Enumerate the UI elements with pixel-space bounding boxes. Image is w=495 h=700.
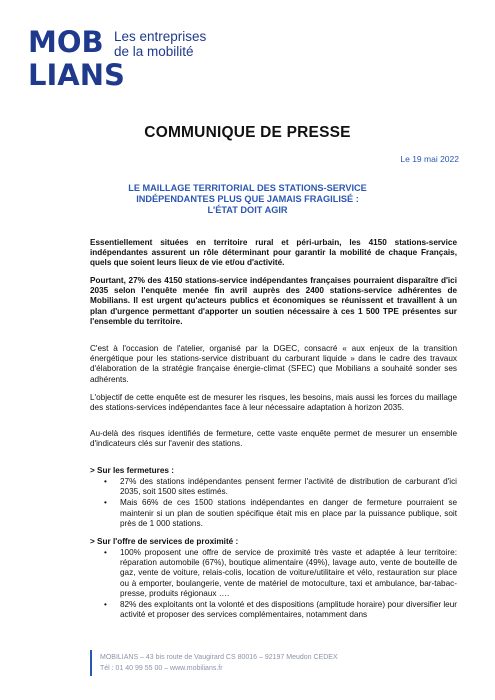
logo-tagline: [114, 29, 206, 59]
paragraph-2: L'objectif de cette enquête est de mesurer les risques, les besoins, mais aussi les forces du maillage des stations-services indépendantes face à leur nécessaire adaptation à horizon 2035.: [90, 393, 457, 413]
footer-contact: Tél : 01 40 99 55 00 – www.mobilians.fr: [100, 665, 223, 672]
intro-paragraph-1: Essentiellement situées en territoire rural et péri-urbain, les 4150 stations-service indépendantes assurent un rôle déterminant pour garantir la mobilité de chaque Français, quels que soient leurs lieux de vie et/ou d'activité.: [90, 238, 457, 268]
bullet-icon: •: [104, 600, 107, 610]
list-item-text: 27% des stations indépendantes pensent fermer l'activité de distribution de carburant d'ici 2035, soit 1500 sites estimés.: [120, 477, 457, 497]
section-fermetures-heading: > Sur les fermetures :: [90, 466, 174, 475]
list-item-text: Mais 66% de ces 1500 stations indépendantes en danger de fermeture pourraient se maintenir si un plan de soutien spécifique était mis en place par la puissance publique, soit près de 1 000 stations.: [120, 498, 457, 528]
intro-paragraph-2: Pourtant, 27% des 4150 stations-service indépendantes françaises pourraient disparaître d'ici 2035 selon l'enquête menée fin avril auprès des 2400 stations-service adhérentes de Mobilians. Il est urgent qu'acteurs publics et économiques se réunissent et travaillent à un plan d'urgence permettant d'apporter un soutien nécessaire à ces 1 500 TPE présentes sur l'ensemble du territoire.: [90, 276, 457, 326]
headline-line: LE MAILLAGE TERRITORIAL DES STATIONS-SERVICE: [128, 183, 367, 193]
mobilians-logo: [28, 25, 248, 108]
list-item: [90, 600, 457, 620]
headline-line: INDÉPENDANTES PLUS QUE JAMAIS FRAGILISÉ :: [136, 194, 359, 204]
list-item-text: 100% proposent une offre de service de proximité très vaste et adaptée à leur territoire: réparation automobile (67%), boutique alimentaire (49%), lavage auto, vente de bouteille de gaz, vente de voiture, relais-colis, location de voiture/utilitaire et vélo, restauration sur place ou à emporter, boulangerie, vente de matériel de motoculture, taxi et ambulance, bar-tabac-presse, produits régionaux ….: [120, 548, 457, 598]
page-title: COMMUNIQUE DE PRESSE: [144, 124, 351, 141]
bullet-icon: •: [104, 498, 107, 508]
bullet-icon: •: [104, 477, 107, 486]
headline-line: L'ÉTAT DOIT AGIR: [207, 205, 288, 215]
section-services-heading: > Sur l'offre de services de proximité :: [90, 537, 239, 546]
paragraph-1: C'est à l'occasion de l'atelier, organisé par la DGEC, consacré « aux enjeux de la transition énergétique pour les stations-service distribuant du carburant liquide » dans le cadre des travaux d'élaboration de la stratégie française énergie-climat (SFEC) que Mobilians a souhaité sonder ses adhérents.: [90, 344, 457, 384]
release-date: Le 19 mai 2022: [400, 154, 459, 164]
paragraph-3: Au-delà des risques identifiés de fermeture, cette vaste enquête permet de mesurer un ensemble d'indicateurs clés sur l'avenir des stations.: [90, 429, 457, 449]
section-fermetures-list: [90, 477, 457, 530]
headline: [80, 183, 415, 216]
logo-word-line2: LIANS: [28, 58, 125, 92]
bullet-icon: •: [104, 548, 107, 557]
footer-accent-bar: [90, 650, 92, 676]
list-item: [90, 548, 457, 599]
logo-tagline-line1: Les entreprises: [114, 29, 207, 44]
list-item-text: 82% des exploitants ont la volonté et des dispositions (amplitude horaire) pour diversifier leur activité et proposer des services complémentaires, notamment dans: [120, 600, 457, 620]
logo-tagline-line2: de la mobilité: [114, 44, 194, 59]
list-item: [90, 498, 457, 529]
list-item: [90, 477, 457, 497]
footer: [100, 652, 338, 674]
footer-address: MOBILIANS – 43 bis route de Vaugirard CS 80016 – 92197 Meudon CEDEX: [100, 654, 338, 661]
section-services-list: [90, 548, 457, 621]
logo-word-line1: MOB: [28, 25, 104, 59]
